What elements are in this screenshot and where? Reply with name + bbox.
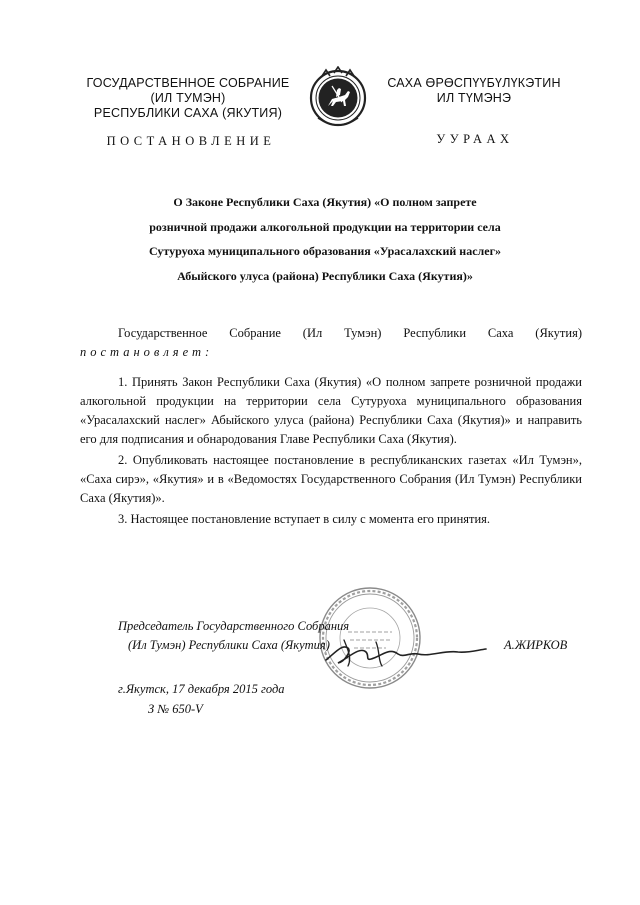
issuer-line: (ИЛ ТУМЭН)	[150, 91, 226, 105]
document-body	[80, 324, 582, 529]
issuer-name-sakha	[368, 76, 580, 106]
issuer-line: РЕСПУБЛИКИ САХА (ЯКУТИЯ)	[93, 106, 283, 120]
intro-line: Государственное Собрание (Ил Тумэн) Республики Саха (Якутия)	[118, 326, 582, 340]
document-type-sakha: УУРААХ	[436, 132, 514, 146]
issuer-line: ГОСУДАРСТВЕННОЕ СОБРАНИЕ	[86, 76, 290, 90]
signatory-name: А.ЖИРКОВ	[504, 638, 568, 652]
signatory-title-line1: Председатель Государственного Собрания	[118, 619, 350, 633]
resolution-item-2: 2. Опубликовать настоящее постановление в республиканских газетах «Ил Тумэн», «Саха сирэ», «Якутия» и в «Ведомостях Государственного Собрания (Ил Тумэн) Республики Саха (Якутия)».	[80, 453, 582, 505]
title-line: розничной продажи алкогольной продукции на территории села	[149, 219, 501, 234]
resolution-item-3: 3. Настоящее постановление вступает в силу с момента его принятия.	[118, 512, 491, 526]
signatory-title-line2: (Ил Тумэн) Республики Саха (Якутия)	[128, 638, 330, 652]
handwritten-signature-icon	[318, 632, 490, 672]
resolves-word: постановляет:	[80, 345, 214, 359]
document-title	[96, 190, 554, 288]
title-line: О Законе Республики Саха (Якутия) «О полном запрете	[173, 195, 477, 209]
title-line: Сутуруоха муниципального образования «Урасалахский наслег»	[148, 244, 502, 258]
resolution-item-1: 1. Принять Закон Республики Саха (Якутия) «О полном запрете розничной продажи алкогольной продукции на территории села Сутуруоха муниципального образования «Урасалахский наслег» Абыйского улуса (района) Республики Саха (Якутия)» и направить его для подписания и обнародования Главе Республики Саха (Якутия).	[80, 375, 582, 446]
issuer-line: САХА ӨРӨСПҮҮБҮЛҮКЭТИН	[387, 76, 561, 90]
issuer-name-russian	[70, 76, 306, 121]
title-line: Абыйского улуса (района) Республики Саха (Якутия)»	[177, 268, 473, 283]
document-type-russian: ПОСТАНОВЛЕНИЕ	[106, 134, 276, 148]
issuer-line: ИЛ ТҮМЭНЭ	[436, 91, 512, 105]
sakha-republic-coat-of-arms-icon	[308, 66, 368, 132]
document-number: З № 650-V	[148, 702, 203, 716]
place-and-date: г.Якутск, 17 декабря 2015 года	[118, 682, 285, 696]
